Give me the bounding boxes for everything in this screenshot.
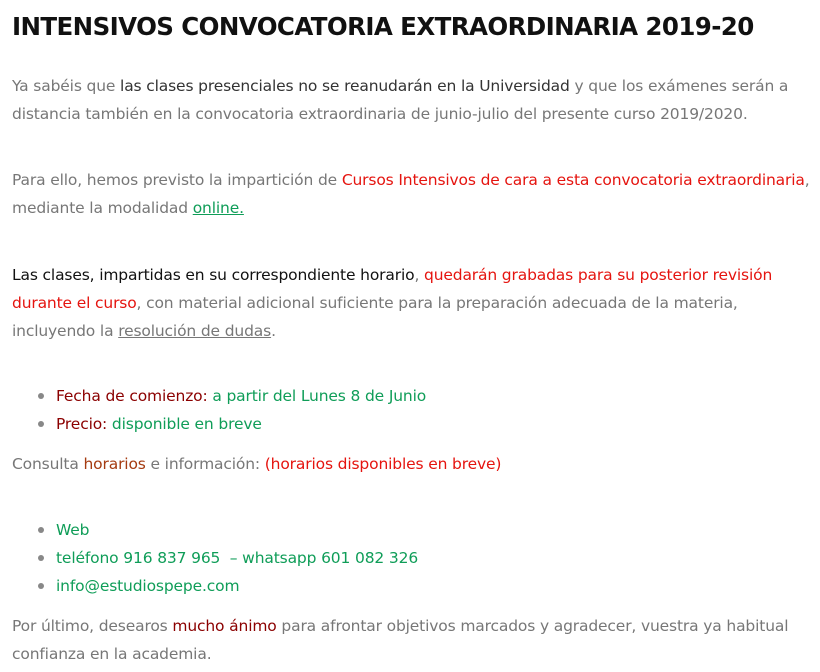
bullet-icon: [38, 527, 44, 533]
list-item-price: [56, 410, 426, 438]
start-date-label: Fecha de comienzo:: [56, 387, 208, 405]
courses-paragraph: [12, 166, 820, 222]
page-title: INTENSIVOS CONVOCATORIA EXTRAORDINARIA 2019-20: [12, 12, 754, 41]
closing-highlight: mucho ánimo: [172, 617, 277, 635]
bullet-icon: [38, 393, 44, 399]
online-link[interactable]: online.: [192, 199, 244, 217]
classes-period: .: [271, 322, 276, 340]
schedule-text-1: Consulta: [12, 455, 84, 473]
bullet-icon: [38, 555, 44, 561]
course-details-list: [12, 382, 426, 438]
intro-text-2: y que los exámenes serán a distancia también en la convocatoria extraordinaria de junio-julio del presente curso 2019/2020.: [12, 77, 789, 123]
schedule-link[interactable]: horarios: [83, 455, 146, 473]
closing-text-1: Por último, desearos: [12, 617, 173, 635]
phone-link[interactable]: teléfono 916 837 965 – whatsapp 601 082 326: [56, 549, 419, 567]
courses-highlight: Cursos Intensivos de cara a esta convocatoria extraordinaria: [341, 171, 805, 189]
price-label: Precio:: [56, 415, 108, 433]
list-item-phone: [56, 544, 418, 572]
web-link[interactable]: Web: [56, 521, 90, 539]
closing-paragraph: [12, 612, 820, 668]
list-item-start-date: [56, 382, 426, 410]
classes-paragraph: [12, 261, 820, 345]
intro-text-1: Ya sabéis que: [12, 77, 121, 95]
start-date-value: a partir del Lunes 8 de Junio: [207, 387, 427, 405]
courses-text-1: Para ello, hemos previsto la impartición de: [12, 171, 342, 189]
bullet-icon: [38, 421, 44, 427]
contact-list: [12, 516, 418, 600]
bullet-icon: [38, 583, 44, 589]
intro-highlight: las clases presenciales no se reanudarán en la Universidad: [120, 77, 570, 95]
classes-highlight: quedarán grabadas para su posterior revisión durante el curso: [12, 266, 773, 312]
price-value: disponible en breve: [107, 415, 262, 433]
list-item-email: [56, 572, 418, 600]
schedule-text-2: e información:: [145, 455, 265, 473]
courses-text-2: , mediante la modalidad: [12, 171, 810, 217]
classes-comma: ,: [414, 266, 424, 284]
closing-text-2: para afrontar objetivos marcados y agradecer, vuestra ya habitual confianza en la academia.: [12, 617, 789, 663]
list-item-web: [56, 516, 418, 544]
email-link[interactable]: info@estudiospepe.com: [56, 577, 240, 595]
intro-paragraph: [12, 72, 820, 128]
doubts-resolution: resolución de dudas: [118, 322, 272, 340]
schedule-note: (horarios disponibles en breve): [264, 455, 502, 473]
schedule-paragraph: [12, 450, 820, 478]
classes-text-1: Las clases, impartidas en su correspondiente horario: [12, 266, 415, 284]
classes-text-2: , con material adicional suficiente para la preparación adecuada de la materia, incluyendo la: [12, 294, 738, 340]
